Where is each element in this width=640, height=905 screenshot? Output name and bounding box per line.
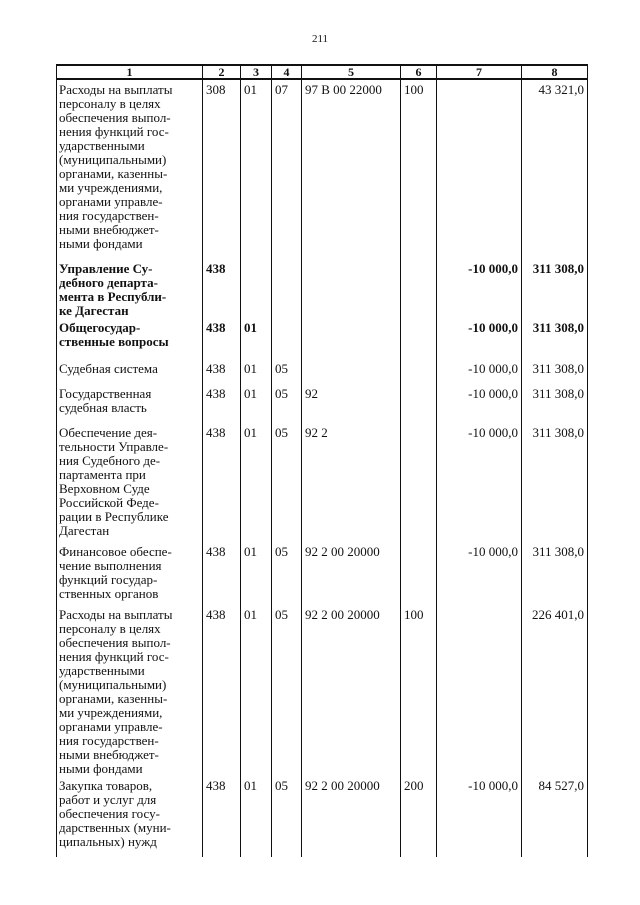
cell-col-7: -10 000,0 <box>437 259 522 318</box>
table-row <box>57 79 588 259</box>
row-name-line: Российской Феде- <box>59 495 159 510</box>
row-name-line: ударственными <box>59 138 145 153</box>
cell-col-3: 01 <box>241 542 272 605</box>
row-name-line: ципальных) нужд <box>59 834 157 849</box>
row-name-line: Расходы на выплаты <box>59 82 173 97</box>
cell-col-7 <box>437 79 522 259</box>
row-name-line: дарственных (муни- <box>59 820 171 835</box>
cell-col-5: 92 2 00 20000 <box>302 605 401 776</box>
table-row <box>57 542 588 605</box>
cell-col-2: 438 <box>203 423 241 542</box>
row-name <box>57 542 203 605</box>
cell-col-5: 92 <box>302 384 401 423</box>
cell-col-2: 438 <box>203 359 241 384</box>
cell-col-2: 438 <box>203 776 241 857</box>
table-row <box>57 318 588 359</box>
row-name-line: работ и услуг для <box>59 792 157 807</box>
page-number: 211 <box>311 33 329 45</box>
cell-col-4: 05 <box>272 423 302 542</box>
row-name-line: Обеспечение дея- <box>59 425 158 440</box>
table-row <box>57 776 588 857</box>
table-row <box>57 259 588 318</box>
cell-col-4 <box>272 259 302 318</box>
column-header-4: 4 <box>272 65 302 79</box>
cell-col-5: 92 2 00 20000 <box>302 776 401 857</box>
cell-col-8: 43 321,0 <box>522 79 588 259</box>
cell-col-2: 438 <box>203 605 241 776</box>
row-name-line: ударственными <box>59 663 145 678</box>
cell-col-6 <box>401 259 437 318</box>
row-name-line: ния государствен- <box>59 208 159 223</box>
cell-col-8: 311 308,0 <box>522 359 588 384</box>
cell-col-7 <box>437 605 522 776</box>
row-name-line: ственные вопросы <box>59 334 169 349</box>
cell-col-3: 01 <box>241 79 272 259</box>
row-name-line: обеспечения выпол- <box>59 635 171 650</box>
column-header-7: 7 <box>437 65 522 79</box>
cell-col-2: 438 <box>203 259 241 318</box>
row-name-line: ния государствен- <box>59 733 159 748</box>
row-name-line: персоналу в целях <box>59 621 161 636</box>
row-name <box>57 605 203 776</box>
cell-col-5 <box>302 318 401 359</box>
column-header-5: 5 <box>302 65 401 79</box>
row-name-line: Государственная <box>59 386 152 401</box>
table-row <box>57 384 588 423</box>
row-name-line: функций государ- <box>59 572 158 587</box>
cell-col-6: 100 <box>401 79 437 259</box>
cell-col-8: 311 308,0 <box>522 423 588 542</box>
cell-col-4: 05 <box>272 605 302 776</box>
cell-col-8: 84 527,0 <box>522 776 588 857</box>
cell-col-3: 01 <box>241 359 272 384</box>
row-name-line: партамента при <box>59 467 146 482</box>
table-row <box>57 605 588 776</box>
cell-col-3: 01 <box>241 605 272 776</box>
cell-col-7: -10 000,0 <box>437 384 522 423</box>
cell-col-6 <box>401 384 437 423</box>
cell-col-5 <box>302 259 401 318</box>
cell-col-7: -10 000,0 <box>437 318 522 359</box>
row-name-line: мента в Республи- <box>59 289 167 304</box>
cell-col-8: 311 308,0 <box>522 318 588 359</box>
cell-col-2: 308 <box>203 79 241 259</box>
cell-col-2: 438 <box>203 542 241 605</box>
row-name <box>57 359 203 384</box>
row-name-line: Финансовое обеспе- <box>59 544 172 559</box>
row-name-line: ственных органов <box>59 586 159 601</box>
cell-col-4: 05 <box>272 384 302 423</box>
row-name <box>57 384 203 423</box>
row-name-line: Закупка товаров, <box>59 778 153 793</box>
cell-col-4: 05 <box>272 776 302 857</box>
column-header-3: 3 <box>241 65 272 79</box>
row-name-line: (муниципальными) <box>59 152 167 167</box>
cell-col-8: 311 308,0 <box>522 384 588 423</box>
row-name-line: нения функций гос- <box>59 649 169 664</box>
table-header <box>57 65 588 79</box>
row-name-line: (муниципальными) <box>59 677 167 692</box>
cell-col-4: 05 <box>272 542 302 605</box>
row-name-line: органами, казенны- <box>59 166 168 181</box>
cell-col-3: 01 <box>241 384 272 423</box>
cell-col-3 <box>241 259 272 318</box>
row-name-line: Расходы на выплаты <box>59 607 173 622</box>
cell-col-7: -10 000,0 <box>437 542 522 605</box>
cell-col-2: 438 <box>203 318 241 359</box>
cell-col-4: 05 <box>272 359 302 384</box>
cell-col-8: 226 401,0 <box>522 605 588 776</box>
row-name-line: органами управле- <box>59 719 163 734</box>
row-name <box>57 318 203 359</box>
row-name-line: органами управле- <box>59 194 163 209</box>
cell-col-4: 07 <box>272 79 302 259</box>
cell-col-3: 01 <box>241 776 272 857</box>
row-name-line: Управление Су- <box>59 261 153 276</box>
cell-col-7: -10 000,0 <box>437 776 522 857</box>
cell-col-5 <box>302 359 401 384</box>
row-name <box>57 776 203 857</box>
cell-col-2: 438 <box>203 384 241 423</box>
row-name <box>57 259 203 318</box>
table-row <box>57 359 588 384</box>
row-name <box>57 79 203 259</box>
row-name-line: ными фондами <box>59 236 143 251</box>
row-name-line: Верховном Суде <box>59 481 150 496</box>
row-name-line: дебного департа- <box>59 275 158 290</box>
column-header-1: 1 <box>57 65 203 79</box>
row-name-line: ке Дагестан <box>59 303 129 318</box>
cell-col-6 <box>401 542 437 605</box>
cell-col-5: 92 2 00 20000 <box>302 542 401 605</box>
cell-col-6 <box>401 318 437 359</box>
cell-col-6 <box>401 423 437 542</box>
row-name-line: обеспечения выпол- <box>59 110 171 125</box>
row-name-line: тельности Управле- <box>59 439 169 454</box>
column-header-2: 2 <box>203 65 241 79</box>
column-header-6: 6 <box>401 65 437 79</box>
row-name-line: органами, казенны- <box>59 691 168 706</box>
row-name-line: ными внебюджет- <box>59 747 159 762</box>
budget-table <box>56 64 588 857</box>
row-name-line: ми учреждениями, <box>59 705 163 720</box>
row-name-line: Дагестан <box>59 523 110 538</box>
row-name-line: рации в Республике <box>59 509 169 524</box>
row-name-line: судебная власть <box>59 400 147 415</box>
cell-col-3: 01 <box>241 423 272 542</box>
cell-col-6: 100 <box>401 605 437 776</box>
row-name-line: Судебная система <box>59 361 158 376</box>
row-name-line: Общегосудар- <box>59 320 141 335</box>
cell-col-7: -10 000,0 <box>437 359 522 384</box>
cell-col-6 <box>401 359 437 384</box>
row-name-line: чение выполнения <box>59 558 162 573</box>
cell-col-5: 92 2 <box>302 423 401 542</box>
cell-col-4 <box>272 318 302 359</box>
row-name-line: ми учреждениями, <box>59 180 163 195</box>
row-name-line: обеспечения госу- <box>59 806 160 821</box>
row-name-line: персоналу в целях <box>59 96 161 111</box>
row-name-line: ными внебюджет- <box>59 222 159 237</box>
cell-col-3: 01 <box>241 318 272 359</box>
row-name-line: ными фондами <box>59 761 143 776</box>
cell-col-6: 200 <box>401 776 437 857</box>
row-name-line: нения функций гос- <box>59 124 169 139</box>
cell-col-7: -10 000,0 <box>437 423 522 542</box>
cell-col-8: 311 308,0 <box>522 542 588 605</box>
cell-col-5: 97 В 00 22000 <box>302 79 401 259</box>
column-header-8: 8 <box>522 65 588 79</box>
table-row <box>57 423 588 542</box>
row-name-line: ния Судебного де- <box>59 453 161 468</box>
cell-col-8: 311 308,0 <box>522 259 588 318</box>
row-name <box>57 423 203 542</box>
